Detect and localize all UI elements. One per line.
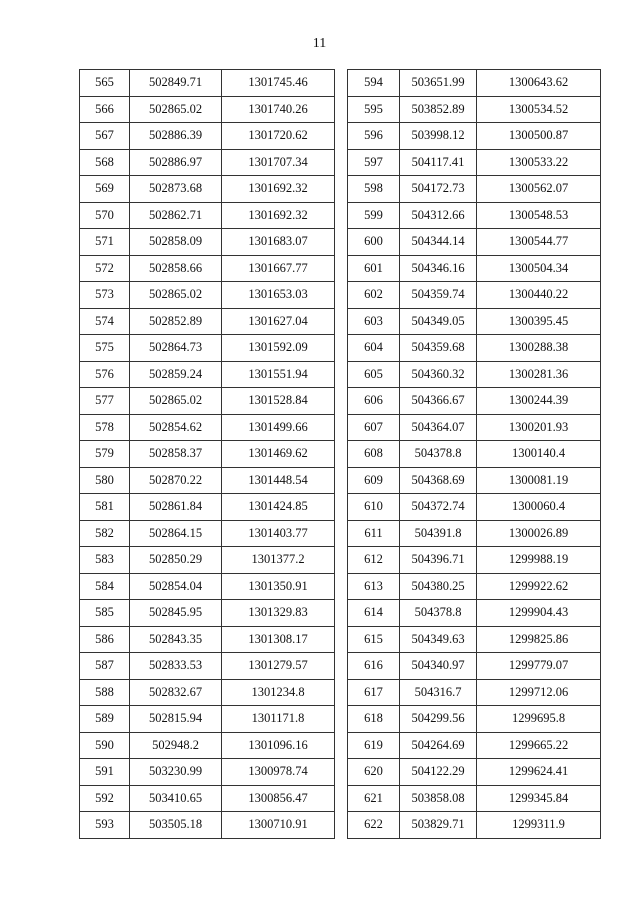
point-number-cell: 568: [80, 149, 130, 176]
y-coordinate-cell: 1301350.91: [222, 573, 335, 600]
x-coordinate-cell: 504366.67: [400, 388, 477, 415]
table-row: [348, 335, 601, 362]
y-coordinate-cell: 1299345.84: [477, 785, 601, 812]
y-coordinate-cell: 1301096.16: [222, 732, 335, 759]
x-coordinate-cell: 504349.05: [400, 308, 477, 335]
x-coordinate-cell: 502843.35: [130, 626, 222, 653]
table-row: [348, 70, 601, 97]
y-coordinate-cell: 1301707.34: [222, 149, 335, 176]
x-coordinate-cell: 502861.84: [130, 494, 222, 521]
table-row: [80, 176, 335, 203]
y-coordinate-cell: 1301279.57: [222, 653, 335, 680]
y-coordinate-cell: 1300856.47: [222, 785, 335, 812]
x-coordinate-cell: 502854.62: [130, 414, 222, 441]
y-coordinate-cell: 1301627.04: [222, 308, 335, 335]
point-number-cell: 611: [348, 520, 400, 547]
x-coordinate-cell: 504364.07: [400, 414, 477, 441]
point-number-cell: 593: [80, 812, 130, 839]
y-coordinate-cell: 1301692.32: [222, 202, 335, 229]
point-number-cell: 617: [348, 679, 400, 706]
y-coordinate-cell: 1301683.07: [222, 229, 335, 256]
y-coordinate-cell: 1299712.06: [477, 679, 601, 706]
table-row: [80, 706, 335, 733]
table-row: [348, 255, 601, 282]
point-number-cell: 589: [80, 706, 130, 733]
y-coordinate-cell: 1300281.36: [477, 361, 601, 388]
x-coordinate-cell: 502815.94: [130, 706, 222, 733]
y-coordinate-cell: 1299695.8: [477, 706, 601, 733]
point-number-cell: 574: [80, 308, 130, 335]
y-coordinate-cell: 1300562.07: [477, 176, 601, 203]
y-coordinate-cell: 1300544.77: [477, 229, 601, 256]
x-coordinate-cell: 504264.69: [400, 732, 477, 759]
x-coordinate-cell: 502833.53: [130, 653, 222, 680]
x-coordinate-cell: 502865.02: [130, 388, 222, 415]
point-number-cell: 606: [348, 388, 400, 415]
table-row: [348, 149, 601, 176]
x-coordinate-cell: 502870.22: [130, 467, 222, 494]
point-number-cell: 607: [348, 414, 400, 441]
table-row: [80, 600, 335, 627]
table-row: [348, 96, 601, 123]
point-number-cell: 602: [348, 282, 400, 309]
y-coordinate-cell: 1301740.26: [222, 96, 335, 123]
x-coordinate-cell: 502865.02: [130, 96, 222, 123]
table-row: [348, 308, 601, 335]
point-number-cell: 584: [80, 573, 130, 600]
table-row: [348, 123, 601, 150]
x-coordinate-cell: 502854.04: [130, 573, 222, 600]
x-coordinate-cell: 503410.65: [130, 785, 222, 812]
y-coordinate-cell: 1300533.22: [477, 149, 601, 176]
table-row: [348, 176, 601, 203]
point-number-cell: 569: [80, 176, 130, 203]
table-row: [80, 335, 335, 362]
table-row: [348, 732, 601, 759]
y-coordinate-cell: 1299779.07: [477, 653, 601, 680]
y-coordinate-cell: 1301499.66: [222, 414, 335, 441]
table-row: [80, 388, 335, 415]
table-row: [80, 361, 335, 388]
point-number-cell: 609: [348, 467, 400, 494]
table-row: [348, 759, 601, 786]
x-coordinate-cell: 503651.99: [400, 70, 477, 97]
point-number-cell: 577: [80, 388, 130, 415]
y-coordinate-cell: 1300978.74: [222, 759, 335, 786]
y-coordinate-cell: 1300026.89: [477, 520, 601, 547]
y-coordinate-cell: 1301424.85: [222, 494, 335, 521]
point-number-cell: 573: [80, 282, 130, 309]
table-row: [80, 573, 335, 600]
x-coordinate-cell: 503505.18: [130, 812, 222, 839]
table-row: [80, 96, 335, 123]
point-number-cell: 598: [348, 176, 400, 203]
table-row: [80, 812, 335, 839]
y-coordinate-cell: 1301551.94: [222, 361, 335, 388]
x-coordinate-cell: 504378.8: [400, 600, 477, 627]
x-coordinate-cell: 502858.66: [130, 255, 222, 282]
point-number-cell: 601: [348, 255, 400, 282]
x-coordinate-cell: 504380.25: [400, 573, 477, 600]
table-row: [80, 785, 335, 812]
x-coordinate-cell: 504299.56: [400, 706, 477, 733]
x-coordinate-cell: 502886.39: [130, 123, 222, 150]
x-coordinate-cell: 504391.8: [400, 520, 477, 547]
y-coordinate-cell: 1299922.62: [477, 573, 601, 600]
point-number-cell: 590: [80, 732, 130, 759]
table-row: [348, 653, 601, 680]
y-coordinate-cell: 1301403.77: [222, 520, 335, 547]
x-coordinate-cell: 504378.8: [400, 441, 477, 468]
point-number-cell: 592: [80, 785, 130, 812]
point-number-cell: 612: [348, 547, 400, 574]
point-number-cell: 565: [80, 70, 130, 97]
x-coordinate-cell: 502948.2: [130, 732, 222, 759]
table-row: [80, 149, 335, 176]
x-coordinate-cell: 502858.09: [130, 229, 222, 256]
x-coordinate-cell: 502873.68: [130, 176, 222, 203]
y-coordinate-cell: 1299825.86: [477, 626, 601, 653]
point-number-cell: 621: [348, 785, 400, 812]
x-coordinate-cell: 504349.63: [400, 626, 477, 653]
x-coordinate-cell: 503829.71: [400, 812, 477, 839]
y-coordinate-cell: 1300244.39: [477, 388, 601, 415]
coordinate-table-left: [79, 69, 335, 839]
point-number-cell: 567: [80, 123, 130, 150]
y-coordinate-cell: 1301469.62: [222, 441, 335, 468]
point-number-cell: 571: [80, 229, 130, 256]
point-number-cell: 618: [348, 706, 400, 733]
y-coordinate-cell: 1301234.8: [222, 679, 335, 706]
x-coordinate-cell: 504368.69: [400, 467, 477, 494]
point-number-cell: 576: [80, 361, 130, 388]
table-row: [80, 732, 335, 759]
y-coordinate-cell: 1299311.9: [477, 812, 601, 839]
x-coordinate-cell: 504359.68: [400, 335, 477, 362]
y-coordinate-cell: 1301653.03: [222, 282, 335, 309]
y-coordinate-cell: 1301448.54: [222, 467, 335, 494]
point-number-cell: 615: [348, 626, 400, 653]
y-coordinate-cell: 1301692.32: [222, 176, 335, 203]
x-coordinate-cell: 504372.74: [400, 494, 477, 521]
x-coordinate-cell: 504117.41: [400, 149, 477, 176]
y-coordinate-cell: 1300504.34: [477, 255, 601, 282]
table-row: [80, 441, 335, 468]
point-number-cell: 595: [348, 96, 400, 123]
x-coordinate-cell: 502845.95: [130, 600, 222, 627]
table-row: [80, 229, 335, 256]
point-number-cell: 581: [80, 494, 130, 521]
x-coordinate-cell: 502832.67: [130, 679, 222, 706]
x-coordinate-cell: 504359.74: [400, 282, 477, 309]
y-coordinate-cell: 1300548.53: [477, 202, 601, 229]
point-number-cell: 580: [80, 467, 130, 494]
y-coordinate-cell: 1300395.45: [477, 308, 601, 335]
x-coordinate-cell: 504346.16: [400, 255, 477, 282]
y-coordinate-cell: 1301329.83: [222, 600, 335, 627]
y-coordinate-cell: 1301528.84: [222, 388, 335, 415]
point-number-cell: 619: [348, 732, 400, 759]
y-coordinate-cell: 1301308.17: [222, 626, 335, 653]
x-coordinate-cell: 503852.89: [400, 96, 477, 123]
point-number-cell: 588: [80, 679, 130, 706]
y-coordinate-cell: 1300500.87: [477, 123, 601, 150]
table-row: [348, 414, 601, 441]
y-coordinate-cell: 1301377.2: [222, 547, 335, 574]
table-row: [348, 388, 601, 415]
table-row: [348, 600, 601, 627]
x-coordinate-cell: 502859.24: [130, 361, 222, 388]
x-coordinate-cell: 502886.97: [130, 149, 222, 176]
table-row: [348, 202, 601, 229]
x-coordinate-cell: 504122.29: [400, 759, 477, 786]
x-coordinate-cell: 502865.02: [130, 282, 222, 309]
page-number: 11: [312, 36, 327, 51]
x-coordinate-cell: 503998.12: [400, 123, 477, 150]
point-number-cell: 608: [348, 441, 400, 468]
table-row: [348, 679, 601, 706]
x-coordinate-cell: 504172.73: [400, 176, 477, 203]
point-number-cell: 596: [348, 123, 400, 150]
table-row: [348, 361, 601, 388]
y-coordinate-cell: 1301745.46: [222, 70, 335, 97]
table-row: [80, 202, 335, 229]
point-number-cell: 570: [80, 202, 130, 229]
y-coordinate-cell: 1301667.77: [222, 255, 335, 282]
x-coordinate-cell: 504312.66: [400, 202, 477, 229]
table-row: [348, 785, 601, 812]
table-row: [80, 653, 335, 680]
point-number-cell: 582: [80, 520, 130, 547]
y-coordinate-cell: 1299624.41: [477, 759, 601, 786]
table-row: [348, 706, 601, 733]
table-row: [348, 282, 601, 309]
x-coordinate-cell: 502850.29: [130, 547, 222, 574]
x-coordinate-cell: 504316.7: [400, 679, 477, 706]
x-coordinate-cell: 503230.99: [130, 759, 222, 786]
x-coordinate-cell: 502852.89: [130, 308, 222, 335]
y-coordinate-cell: 1300288.38: [477, 335, 601, 362]
y-coordinate-cell: 1300440.22: [477, 282, 601, 309]
point-number-cell: 572: [80, 255, 130, 282]
x-coordinate-cell: 502858.37: [130, 441, 222, 468]
table-row: [80, 494, 335, 521]
y-coordinate-cell: 1300081.19: [477, 467, 601, 494]
y-coordinate-cell: 1301171.8: [222, 706, 335, 733]
point-number-cell: 594: [348, 70, 400, 97]
point-number-cell: 597: [348, 149, 400, 176]
y-coordinate-cell: 1300060.4: [477, 494, 601, 521]
point-number-cell: 585: [80, 600, 130, 627]
point-number-cell: 599: [348, 202, 400, 229]
point-number-cell: 586: [80, 626, 130, 653]
point-number-cell: 610: [348, 494, 400, 521]
table-row: [80, 759, 335, 786]
point-number-cell: 587: [80, 653, 130, 680]
point-number-cell: 616: [348, 653, 400, 680]
table-row: [348, 812, 601, 839]
table-row: [80, 679, 335, 706]
point-number-cell: 603: [348, 308, 400, 335]
y-coordinate-cell: 1299665.22: [477, 732, 601, 759]
point-number-cell: 604: [348, 335, 400, 362]
table-row: [348, 547, 601, 574]
point-number-cell: 622: [348, 812, 400, 839]
point-number-cell: 583: [80, 547, 130, 574]
x-coordinate-cell: 502864.15: [130, 520, 222, 547]
x-coordinate-cell: 504360.32: [400, 361, 477, 388]
y-coordinate-cell: 1300534.52: [477, 96, 601, 123]
y-coordinate-cell: 1299904.43: [477, 600, 601, 627]
y-coordinate-cell: 1300201.93: [477, 414, 601, 441]
y-coordinate-cell: 1300710.91: [222, 812, 335, 839]
y-coordinate-cell: 1301720.62: [222, 123, 335, 150]
table-row: [348, 467, 601, 494]
point-number-cell: 605: [348, 361, 400, 388]
table-row: [80, 520, 335, 547]
x-coordinate-cell: 504344.14: [400, 229, 477, 256]
y-coordinate-cell: 1301592.09: [222, 335, 335, 362]
table-row: [348, 520, 601, 547]
table-row: [80, 626, 335, 653]
table-row: [348, 229, 601, 256]
y-coordinate-cell: 1300140.4: [477, 441, 601, 468]
x-coordinate-cell: 502849.71: [130, 70, 222, 97]
table-row: [80, 282, 335, 309]
point-number-cell: 578: [80, 414, 130, 441]
table-row: [348, 441, 601, 468]
point-number-cell: 613: [348, 573, 400, 600]
x-coordinate-cell: 502862.71: [130, 202, 222, 229]
x-coordinate-cell: 504396.71: [400, 547, 477, 574]
table-row: [80, 70, 335, 97]
x-coordinate-cell: 503858.08: [400, 785, 477, 812]
point-number-cell: 579: [80, 441, 130, 468]
point-number-cell: 575: [80, 335, 130, 362]
coordinate-table-right: [347, 69, 601, 839]
point-number-cell: 614: [348, 600, 400, 627]
table-row: [348, 626, 601, 653]
point-number-cell: 566: [80, 96, 130, 123]
table-row: [348, 494, 601, 521]
point-number-cell: 600: [348, 229, 400, 256]
y-coordinate-cell: 1300643.62: [477, 70, 601, 97]
y-coordinate-cell: 1299988.19: [477, 547, 601, 574]
table-row: [80, 308, 335, 335]
point-number-cell: 620: [348, 759, 400, 786]
table-row: [80, 467, 335, 494]
table-row: [348, 573, 601, 600]
table-row: [80, 123, 335, 150]
table-row: [80, 547, 335, 574]
table-row: [80, 255, 335, 282]
table-row: [80, 414, 335, 441]
point-number-cell: 591: [80, 759, 130, 786]
x-coordinate-cell: 502864.73: [130, 335, 222, 362]
x-coordinate-cell: 504340.97: [400, 653, 477, 680]
